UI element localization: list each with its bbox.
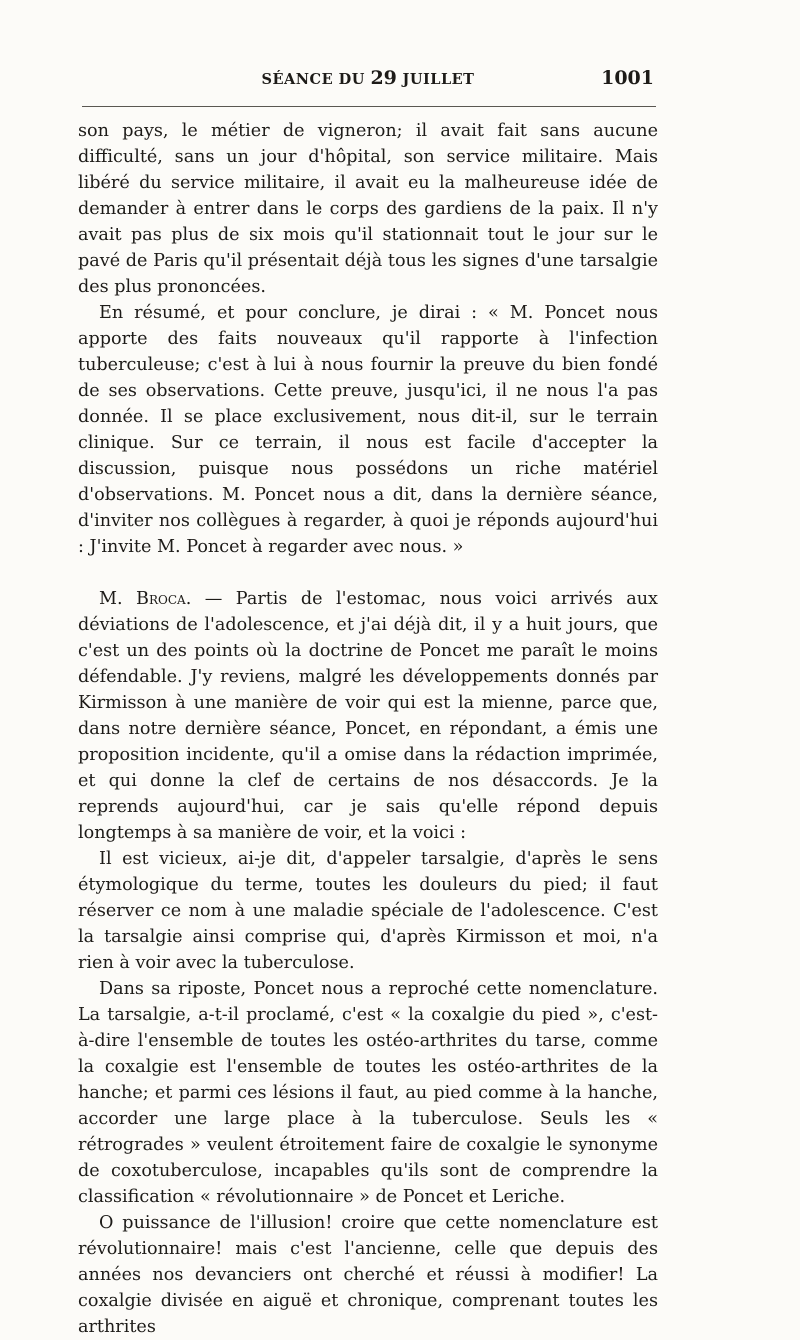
paragraph-4: Il est vicieux, ai-je dit, d'appeler tarsalgie, d'après le sens étymologique du terme, toutes les douleurs du pied; il faut réserver ce nom à une maladie spéciale de l'adolescence. C'est la tarsalgie ainsi comprise qui, d'après Kirmisson et moi, n'a rien à voir avec la tuberculose. bbox=[78, 849, 658, 973]
body-text bbox=[78, 118, 658, 1340]
paragraph-5: Dans sa riposte, Poncet nous a reproché cette nomenclature. La tarsalgie, a-t-il proclamé, c'est « la coxalgie du pied », c'est-à-dire l'ensemble de toutes les ostéo-arthrites du tarse, comme la coxalgie est l'ensemble de toutes les ostéo-arthrites de la hanche; et parmi ces lésions il faut, au pied comme à la hanche, accorder une large place à la tuberculose. Seuls les « rétrogrades » veulent étroitement faire de coxalgie le synonyme de coxotuberculose, incapables qu'ils sont de comprendre la classification « révolutionnaire » de Poncet et Leriche. bbox=[78, 979, 658, 1207]
running-head bbox=[78, 66, 658, 90]
running-title-pre: SÉANCE DU bbox=[261, 71, 371, 88]
book-page bbox=[78, 0, 658, 1337]
paragraph-3 bbox=[78, 586, 658, 846]
header-rule bbox=[82, 106, 656, 107]
paragraph-1: son pays, le métier de vigneron; il avait fait sans aucune difficulté, sans un jour d'hôpital, son service militaire. Mais libéré du service militaire, il avait eu la malheureuse idée de demander à entrer dans le corps des gardiens de la paix. Il n'y avait pas plus de six mois qu'il stationnait tout le jour sur le pavé de Paris qu'il présentait déjà tous les signes d'une tarsalgie des plus prononcées. bbox=[78, 121, 658, 297]
running-title-day: 29 bbox=[370, 67, 397, 89]
paragraph-3-text: — Partis de l'estomac, nous voici arrivés aux déviations de l'adolescence, et j'ai déjà dit, il y a huit jours, que c'est un des points où la doctrine de Poncet me paraît le moins défendable. J'y reviens, malgré les développements donnés par Kirmisson à une manière de voir qui est la mienne, parce que, dans notre dernière séance, Poncet, en répondant, a émis une proposition incidente, qu'il a omise dans la rédaction imprimée, et qui donne la clef de certains de nos désaccords. Je la reprends aujourd'hui, car je sais qu'elle répond depuis longtemps à sa manière de voir, et la voici : bbox=[78, 589, 658, 843]
paragraph-6: O puissance de l'illusion! croire que cette nomenclature est révolutionnaire! mais c'est l'ancienne, celle que depuis des années nos devanciers ont cherché et réussi à modifier! La coxalgie divisée en aiguë et chronique, comprenant toutes les arthrites bbox=[78, 1213, 658, 1337]
speaker-name: M. Broca. bbox=[99, 589, 192, 609]
page-number: 1001 bbox=[601, 67, 654, 89]
running-title bbox=[78, 66, 658, 92]
paragraph-2: En résumé, et pour conclure, je dirai : « M. Poncet nous apporte des faits nouveaux qu'il rapporte à l'infection tuberculeuse; c'est à lui à nous fournir la preuve du bien fondé de ses observations. Cette preuve, jusqu'ici, il ne nous l'a pas donnée. Il se place exclusivement, nous dit-il, sur le terrain clinique. Sur ce terrain, il nous est facile d'accepter la discussion, puisque nous possédons un riche matériel d'observations. M. Poncet nous a dit, dans la dernière séance, d'inviter nos collègues à regarder, à quoi je réponds aujourd'hui : J'invite M. Poncet à regarder avec nous. » bbox=[78, 303, 658, 557]
running-title-post: JUILLET bbox=[396, 71, 475, 88]
